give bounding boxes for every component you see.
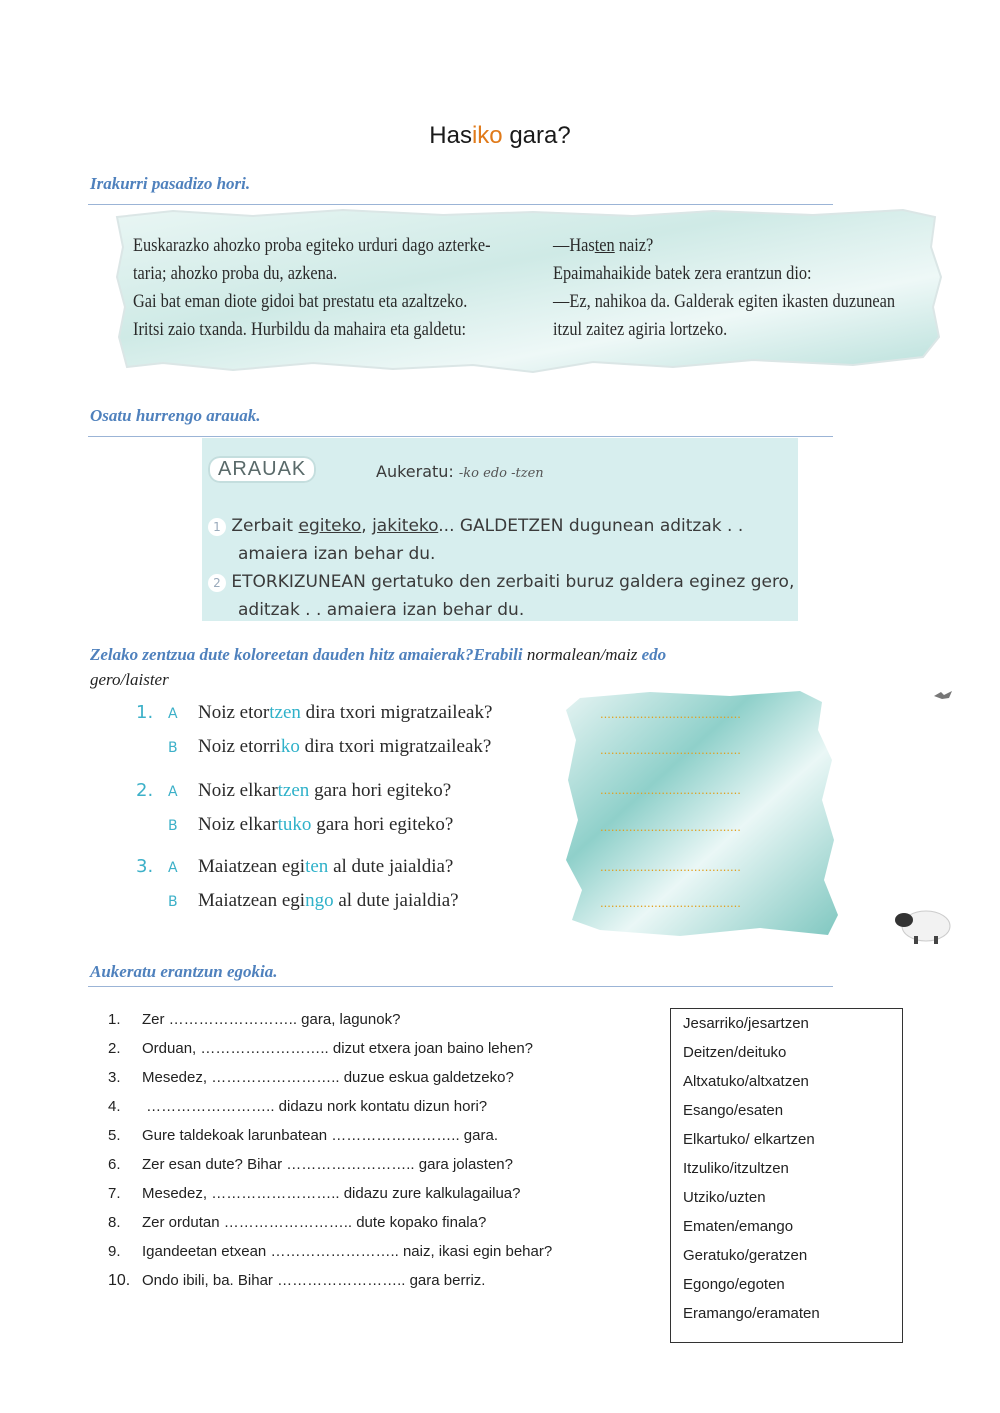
- reading-right-column: [553, 232, 940, 344]
- title-part: Has: [429, 122, 472, 149]
- exercise-item: 5. Gure taldekoak larunbatean …………………….. gara.: [108, 1127, 498, 1144]
- rule-2: 2 ETORKIZUNEAN gertatuko den zerbaiti buruz galdera eginez gero, aditzak . . amaiera izan behar du.: [208, 568, 798, 624]
- reading-left-column: [133, 232, 537, 344]
- bird-icon: [932, 688, 954, 702]
- word-option: Altxatuko/altxatzen: [683, 1073, 809, 1090]
- word-option: Jesarriko/jesartzen: [683, 1015, 809, 1032]
- exercise-item: 1. Zer …………………….. gara, lagunok?: [108, 1011, 401, 1028]
- sheep-icon: [890, 902, 952, 944]
- section2-heading: Osatu hurrengo arauak.: [90, 406, 261, 425]
- reading-line: Euskarazko ahozko proba egiteko urduri dago azterke-: [133, 235, 491, 256]
- word-option: Esango/esaten: [683, 1102, 784, 1119]
- answer-line[interactable]: .......................................: [600, 895, 741, 910]
- rules-tag: ARAUAK: [208, 456, 316, 483]
- exercise-item: 6. Zer esan dute? Bihar …………………….. gara jolasten?: [108, 1156, 513, 1173]
- word-option: Elkartuko/ elkartzen: [683, 1131, 815, 1148]
- exercise-item: 2. Orduan, …………………….. dizut etxera joan baino lehen?: [108, 1040, 534, 1057]
- word-option: Ematen/emango: [683, 1218, 794, 1235]
- answer-line[interactable]: .......................................: [600, 742, 741, 757]
- reading-line: Epaimahaikide batek zera erantzun dio:: [553, 263, 812, 284]
- word-bank: [670, 1008, 903, 1343]
- section1-heading: Irakurri pasadizo hori.: [90, 174, 251, 193]
- question-row: B Noiz etorriko dira txori migratzaileak?: [168, 736, 492, 757]
- rule-number: 1: [208, 518, 226, 536]
- word-option: Deitzen/deituko: [683, 1044, 787, 1061]
- exercise-item: 4. …………………….. didazu nork kontatu dizun hori?: [108, 1098, 488, 1115]
- rule-1: 1 Zerbait egiteko, jakiteko... GALDETZEN dugunean aditzak . . amaiera izan behar du.: [208, 512, 798, 568]
- word-option: Utziko/uzten: [683, 1189, 766, 1206]
- title-highlight: iko: [471, 122, 503, 149]
- choose-label: Aukeratu: -ko edo -tzen: [376, 462, 544, 481]
- section-divider: [88, 204, 833, 205]
- question-row: B Maiatzean egingo al dute jaialdia?: [168, 890, 459, 911]
- title-part: gara?: [502, 122, 571, 149]
- section-divider: [88, 986, 833, 987]
- reading-line: —Ez, nahikoa da. Galderak egiten ikasten duzunean: [553, 291, 896, 312]
- question-list: [128, 700, 568, 926]
- word-option: Itzuliko/itzultzen: [683, 1160, 789, 1177]
- rule-line: aditzak . . amaiera izan behar du.: [238, 600, 525, 620]
- exercise-item: 9. Igandeetan etxean …………………….. naiz, ikasi egin behar?: [108, 1243, 553, 1260]
- reading-line: taria; ahozko proba du, azkena.: [133, 263, 338, 284]
- word-option: Eramango/eramaten: [683, 1305, 820, 1322]
- section3-heading: Zelako zentzua dute koloreetan dauden hitz amaierak?Erabili normalean/maiz edo gero/laister: [90, 645, 667, 689]
- question-row: B Noiz elkartuko gara hori egiteko?: [168, 814, 454, 835]
- exercise-item: 3. Mesedez, …………………….. duzue eskua galdetzeko?: [108, 1069, 514, 1086]
- question-row: 3. A Maiatzean egiten al dute jaialdia?: [136, 856, 454, 877]
- word-option: Geratuko/geratzen: [683, 1247, 808, 1264]
- reading-line: itzul zaitez agiria lortzeko.: [553, 319, 728, 340]
- answer-line[interactable]: .......................................: [600, 819, 741, 834]
- rule-number: 2: [208, 574, 226, 592]
- rule-line: amaiera izan behar du.: [238, 544, 436, 564]
- exercise-item: 10. Ondo ibili, ba. Bihar …………………….. gara berriz.: [108, 1272, 486, 1289]
- word-option: Egongo/egoten: [683, 1276, 785, 1293]
- reading-line: —Hasten naiz?: [553, 235, 654, 256]
- exercise-list: [108, 1011, 668, 1301]
- reading-line: Gai bat eman diote gidoi bat prestatu eta azaltzeko.: [133, 291, 468, 312]
- question-row: 2. A Noiz elkartzen gara hori egiteko?: [136, 780, 452, 801]
- exercise-item: 7. Mesedez, …………………….. didazu zure kalkulagailua?: [108, 1185, 521, 1202]
- answer-line[interactable]: .......................................: [600, 859, 741, 874]
- page-title: [0, 122, 1000, 150]
- section-divider: [88, 436, 833, 437]
- exercise-item: 8. Zer ordutan …………………….. dute kopako finala?: [108, 1214, 487, 1231]
- answer-line[interactable]: .......................................: [600, 782, 741, 797]
- answer-line[interactable]: .......................................: [600, 706, 741, 721]
- section4-heading: Aukeratu erantzun egokia.: [90, 962, 278, 981]
- question-row: 1. A Noiz etortzen dira txori migratzaileak?: [136, 702, 493, 723]
- reading-line: Iritsi zaio txanda. Hurbildu da mahaira eta galdetu:: [133, 319, 467, 340]
